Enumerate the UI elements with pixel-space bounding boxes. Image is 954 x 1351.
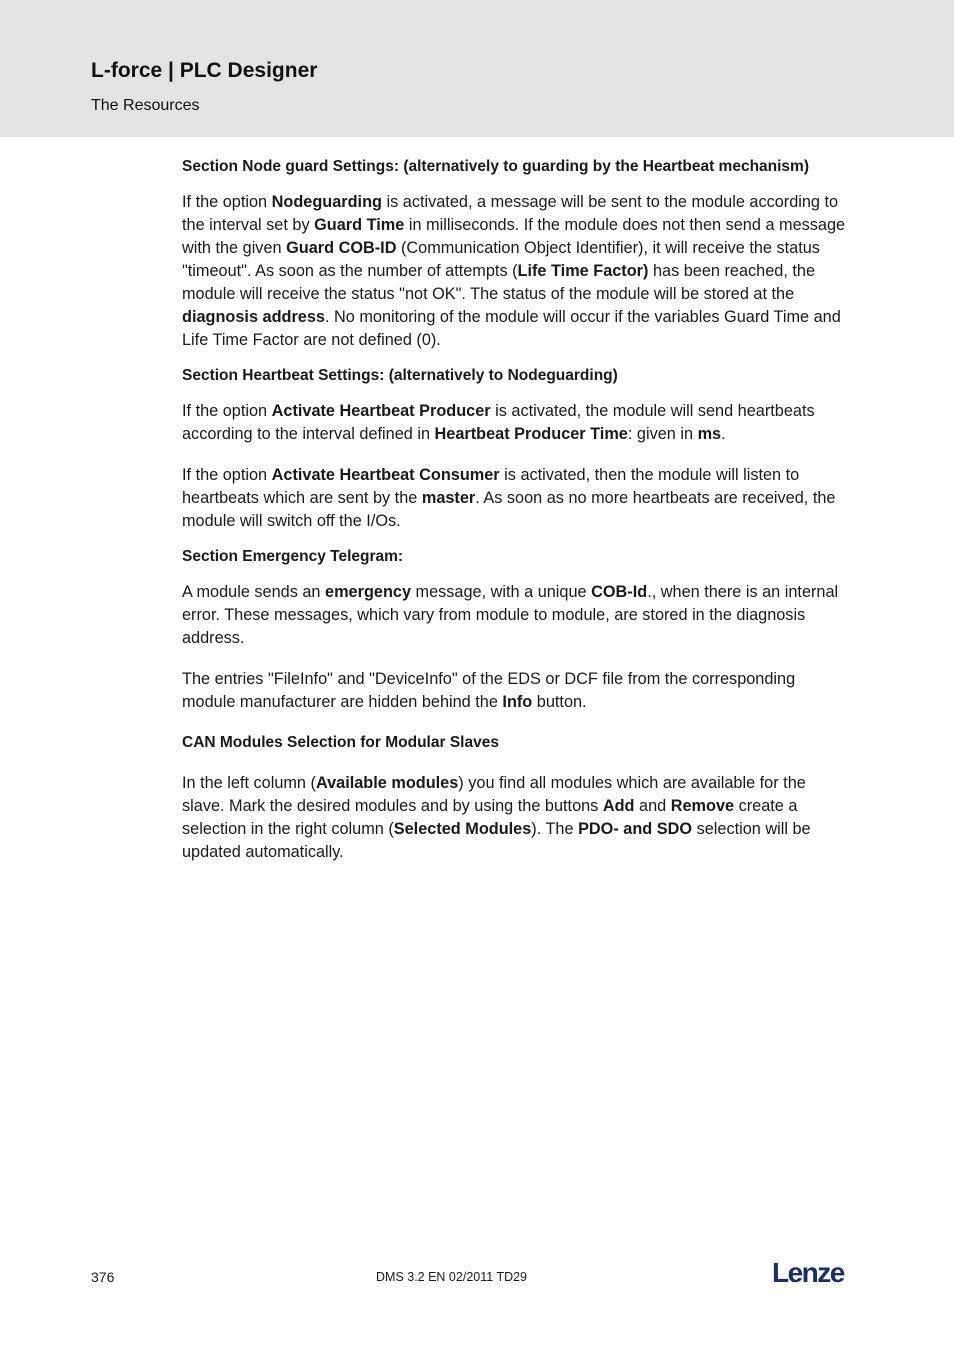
heartbeat-consumer-paragraph: If the option Activate Heartbeat Consumer is activated, then the module will listen to heartbeats which are sent by the master. As soon as no more heartbeats are received, the module will switch off the I/Os. <box>182 466 836 530</box>
document-id: DMS 3.2 EN 02/2011 TD29 <box>376 1270 528 1284</box>
bold-term: Info <box>502 693 533 711</box>
page-header <box>0 0 954 137</box>
bold-term: Heartbeat Producer Time <box>434 425 628 443</box>
lenze-logo <box>772 1259 852 1294</box>
bold-term: Remove <box>670 797 735 815</box>
bold-term: emergency <box>325 583 411 601</box>
main-content <box>182 156 847 882</box>
bold-term: Nodeguarding <box>271 193 382 211</box>
svg-text:Lenze: Lenze <box>772 1259 844 1288</box>
heartbeat-producer-paragraph: If the option Activate Heartbeat Producer is activated, the module will send heartbeats according to the interval defined in Heartbeat Producer Time: given in ms. <box>182 402 815 443</box>
bold-term: Guard Time <box>314 216 405 234</box>
modules-heading: CAN Modules Selection for Modular Slaves <box>182 734 499 751</box>
emergency-paragraph: A module sends an emergency message, with a unique COB-Id., when there is an internal error. These messages, which vary from module to module, are stored in the diagnosis address. <box>182 583 839 647</box>
page-number: 376 <box>91 1269 115 1285</box>
bold-term: master <box>421 489 476 507</box>
nodeguard-heading: Section Node guard Settings: (alternatively to guarding by the Heartbeat mechanism) <box>182 158 810 175</box>
modules-paragraph: In the left column (Available modules) you find all modules which are available for the slave. Mark the desired modules and by using the buttons Add and Remove create a selection in the right column (Selected Modules). The PDO- and SDO selection will be updated automatically. <box>182 774 811 861</box>
heartbeat-heading: Section Heartbeat Settings: (alternatively to Nodeguarding) <box>182 367 618 384</box>
bold-term: Activate Heartbeat Consumer <box>271 466 500 484</box>
bold-term: diagnosis address <box>182 308 325 326</box>
bold-term: COB-Id <box>591 583 648 601</box>
bold-term: Guard COB-ID <box>286 239 397 257</box>
bold-term: Life Time Factor) <box>517 262 649 280</box>
info-paragraph: The entries "FileInfo" and "DeviceInfo" of the EDS or DCF file from the corresponding module manufacturer are hidden behind the Info button. <box>182 670 796 711</box>
bold-term: Available modules <box>315 774 459 792</box>
bold-term: ms <box>697 425 722 443</box>
nodeguard-paragraph: If the option Nodeguarding is activated, a message will be sent to the module according to the interval set by Guard Time in milliseconds. If the module does not then send a message with the given Guard COB-ID (Communication Object Identifier), it will receive the status "timeout". As soon as the number of attempts (Life Time Factor) has been reached, the module will receive the status "not OK". The status of the module will be stored at the diagnosis address. No monitoring of the module will occur if the variables Guard Time and Life Time Factor are not defined (0). <box>182 193 846 349</box>
bold-term: Selected Modules <box>393 820 532 838</box>
bold-term: Activate Heartbeat Producer <box>271 402 491 420</box>
chapter-title: The Resources <box>91 97 200 114</box>
document-title: L-force | PLC Designer <box>91 59 318 82</box>
bold-term: Add <box>602 797 635 815</box>
bold-term: PDO- and SDO <box>578 820 693 838</box>
emergency-heading: Section Emergency Telegram: <box>182 548 404 565</box>
